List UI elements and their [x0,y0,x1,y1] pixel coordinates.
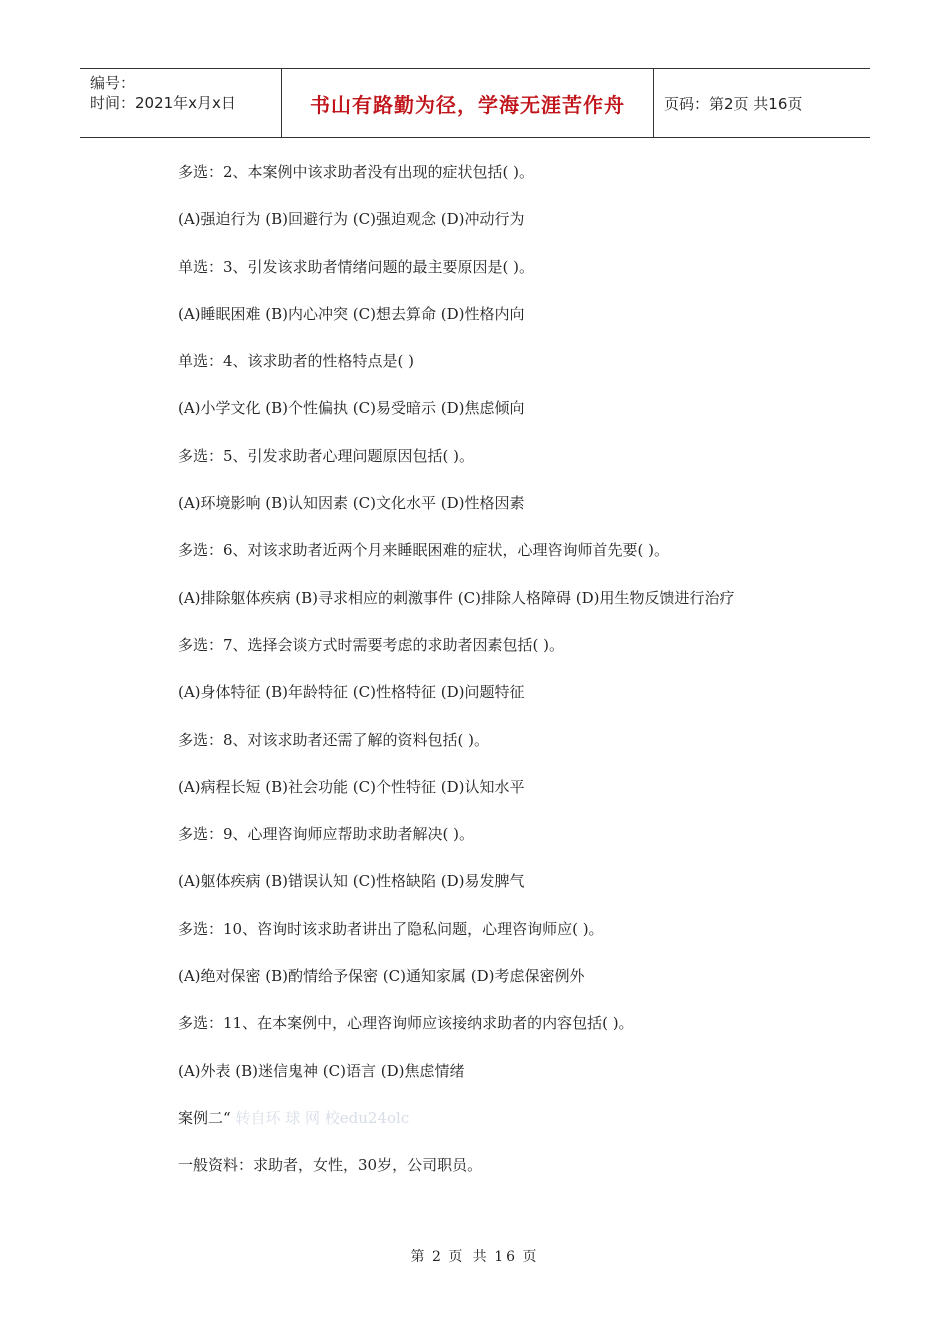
options-line: (A)躯体疾病 (B)错误认知 (C)性格缺陷 (D)易发脾气 [178,872,525,891]
general-info-line: 一般资料：求助者，女性，30岁，公司职员。 [178,1156,483,1175]
question-line: 多选：9、心理咨询师应帮助求助者解决( )。 [178,825,475,844]
page-header [80,68,870,138]
question-line: 多选：5、引发求助者心理问题原因包括( )。 [178,446,475,465]
options-line: (A)身体特征 (B)年龄特征 (C)性格特征 (D)问题特征 [178,683,525,702]
options-line: (A)睡眠困难 (B)内心冲突 (C)想去算命 (D)性格内向 [178,304,525,323]
page-footer [0,1246,950,1266]
options-line: (A)强迫行为 (B)回避行为 (C)强迫观念 (D)冲动行为 [178,210,525,229]
options-line: (A)绝对保密 (B)酌情给予保密 (C)通知家属 (D)考虑保密例外 [178,967,585,986]
header-meta [80,69,282,137]
watermark-text: 转自环 球 网 校edu24olc [235,1108,410,1127]
question-line: 多选：10、咨询时该求助者讲出了隐私问题，心理咨询师应( )。 [178,919,604,938]
case-title-line [178,1106,878,1153]
header-motto-cell [282,69,654,137]
question-line: 多选：7、选择会谈方式时需要考虑的求助者因素包括( )。 [178,635,565,654]
footer-page-number: 2 [431,1249,444,1265]
question-line: 多选：8、对该求助者还需了解的资料包括( )。 [178,730,490,749]
document-body [178,160,878,1201]
question-line: 单选：4、该求助者的性格特点是( ) [178,352,415,371]
page-code-text: 页码：第2页 共16页 [664,94,803,113]
options-line: (A)外表 (B)迷信鬼神 (C)语言 (D)焦虑情绪 [178,1061,465,1080]
footer-prefix: 第 [410,1249,428,1265]
motto-text: 书山有路勤为径，学海无涯苦作舟 [310,92,625,117]
options-line: (A)小学文化 (B)个性偏执 (C)易受暗示 (D)焦虑倾向 [178,399,525,418]
options-line: (A)环境影响 (B)认知因素 (C)文化水平 (D)性格因素 [178,494,525,513]
footer-total-pages: 16 [494,1249,519,1265]
footer-suffix: 页 [522,1249,540,1265]
footer-middle: 页 共 [448,1249,490,1265]
time-label: 时间：2021年x月x日 [90,94,236,112]
options-line: (A)病程长短 (B)社会功能 (C)个性特征 (D)认知水平 [178,777,525,796]
question-line: 多选：11、在本案例中，心理咨询师应该接纳求助者的内容包括( )。 [178,1014,634,1033]
question-line: 多选：2、本案例中该求助者没有出现的症状包括( )。 [178,163,535,181]
case-title: 案例二“ [178,1108,231,1127]
question-line: 多选：6、对该求助者近两个月来睡眠困难的症状，心理咨询师首先要( )。 [178,541,670,560]
options-line: (A)排除躯体疾病 (B)寻求相应的刺激事件 (C)排除人格障碍 (D)用生物反馈进行治疗 [178,588,735,607]
question-line: 单选：3、引发该求助者情绪问题的最主要原因是( )。 [178,257,535,276]
header-page-code [654,69,870,137]
number-label: 编号： [90,74,136,92]
